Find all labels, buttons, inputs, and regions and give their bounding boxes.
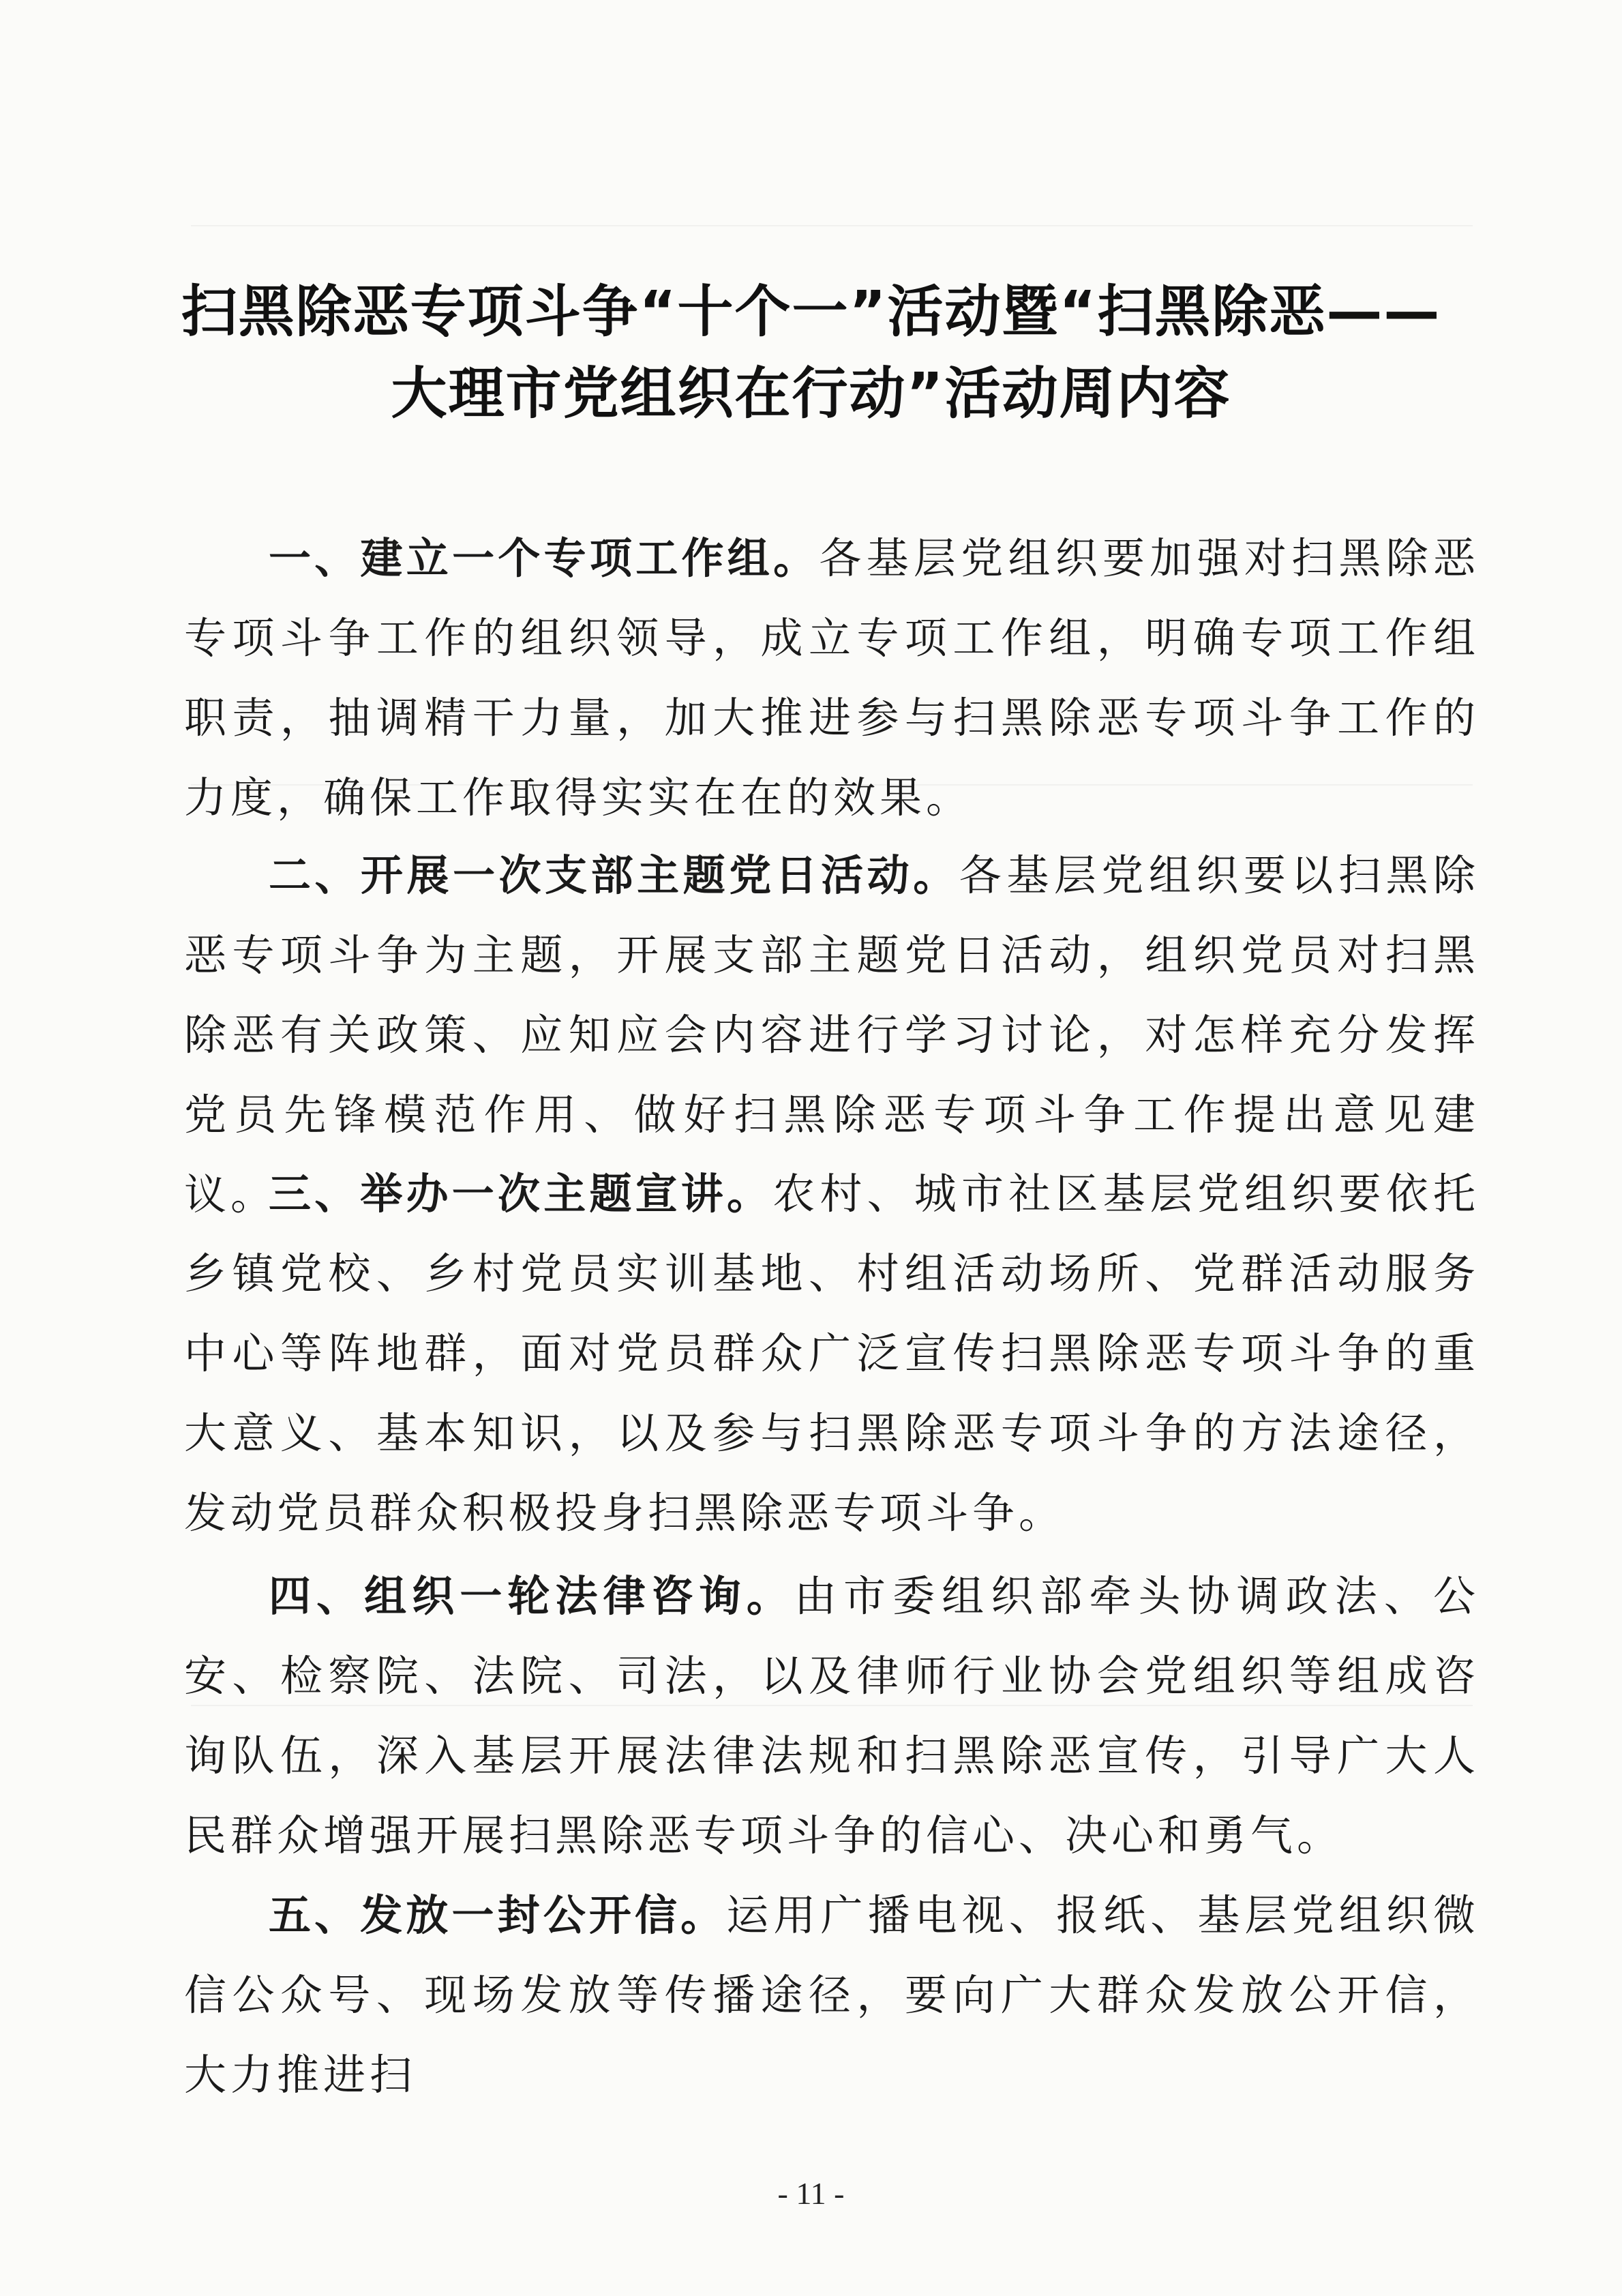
paragraph-body: 运用广播电视、报纸、基层党组织微信公众号、现场发放等传播途径，要向广大群众发放公开信，大力推进扫 [184,1890,1480,2100]
paragraph-3 [184,1154,1480,1553]
page-number: - 11 - [777,2176,845,2211]
paragraph-heading: 二、开展一次支部主题党日活动。 [269,850,959,900]
bleed-through-line [191,225,1473,226]
paragraph-heading: 三、举办一次主题宣讲。 [269,1169,773,1219]
paragraph-body: 由市委组织部牵头协调政法、公安、检察院、法院、司法，以及律师行业协会党组织等组成咨询队伍，深入基层开展法律法规和扫黑除恶宣传，引导广大人民群众增强开展扫黑除恶专项斗争的信心、决心和勇气。 [184,1571,1480,1860]
paragraph-heading: 四、组织一轮法律咨询。 [269,1571,794,1621]
paragraph-body: 各基层党组织要以扫黑除恶专项斗争为主题，开展支部主题党日活动，组织党员对扫黑除恶有关政策、应知应会内容进行学习讨论，对怎样充分发挥党员先锋模范作用、做好扫黑除恶专项斗争工作提出意见建议。 [184,850,1480,1219]
paragraph-heading: 一、建立一个专项工作组。 [269,533,820,583]
paragraph-body: 农村、城市社区基层党组织要依托乡镇党校、乡村党员实训基地、村组活动场所、党群活动服务中心等阵地群，面对党员群众广泛宣传扫黑除恶专项斗争的重大意义、基本知识，以及参与扫黑除恶专项斗争的方法途径，发动党员群众积极投身扫黑除恶专项斗争。 [184,1169,1480,1538]
paragraph-4 [184,1556,1480,1875]
paragraph-1 [184,518,1480,837]
document-title-line-1: 扫黑除恶专项斗争“十个一”活动暨“扫黑除恶—— [181,280,1441,344]
paragraph-5 [184,1875,1480,2115]
document-title-line-2: 大理市党组织在行动”活动周内容 [391,361,1231,426]
paragraph-body: 各基层党组织要加强对扫黑除恶专项斗争工作的组织领导，成立专项工作组，明确专项工作组职责，抽调精干力量，加大推进参与扫黑除恶专项斗争工作的力度，确保工作取得实实在在的效果。 [184,533,1480,822]
paragraph-heading: 五、发放一封公开信。 [269,1890,727,1940]
